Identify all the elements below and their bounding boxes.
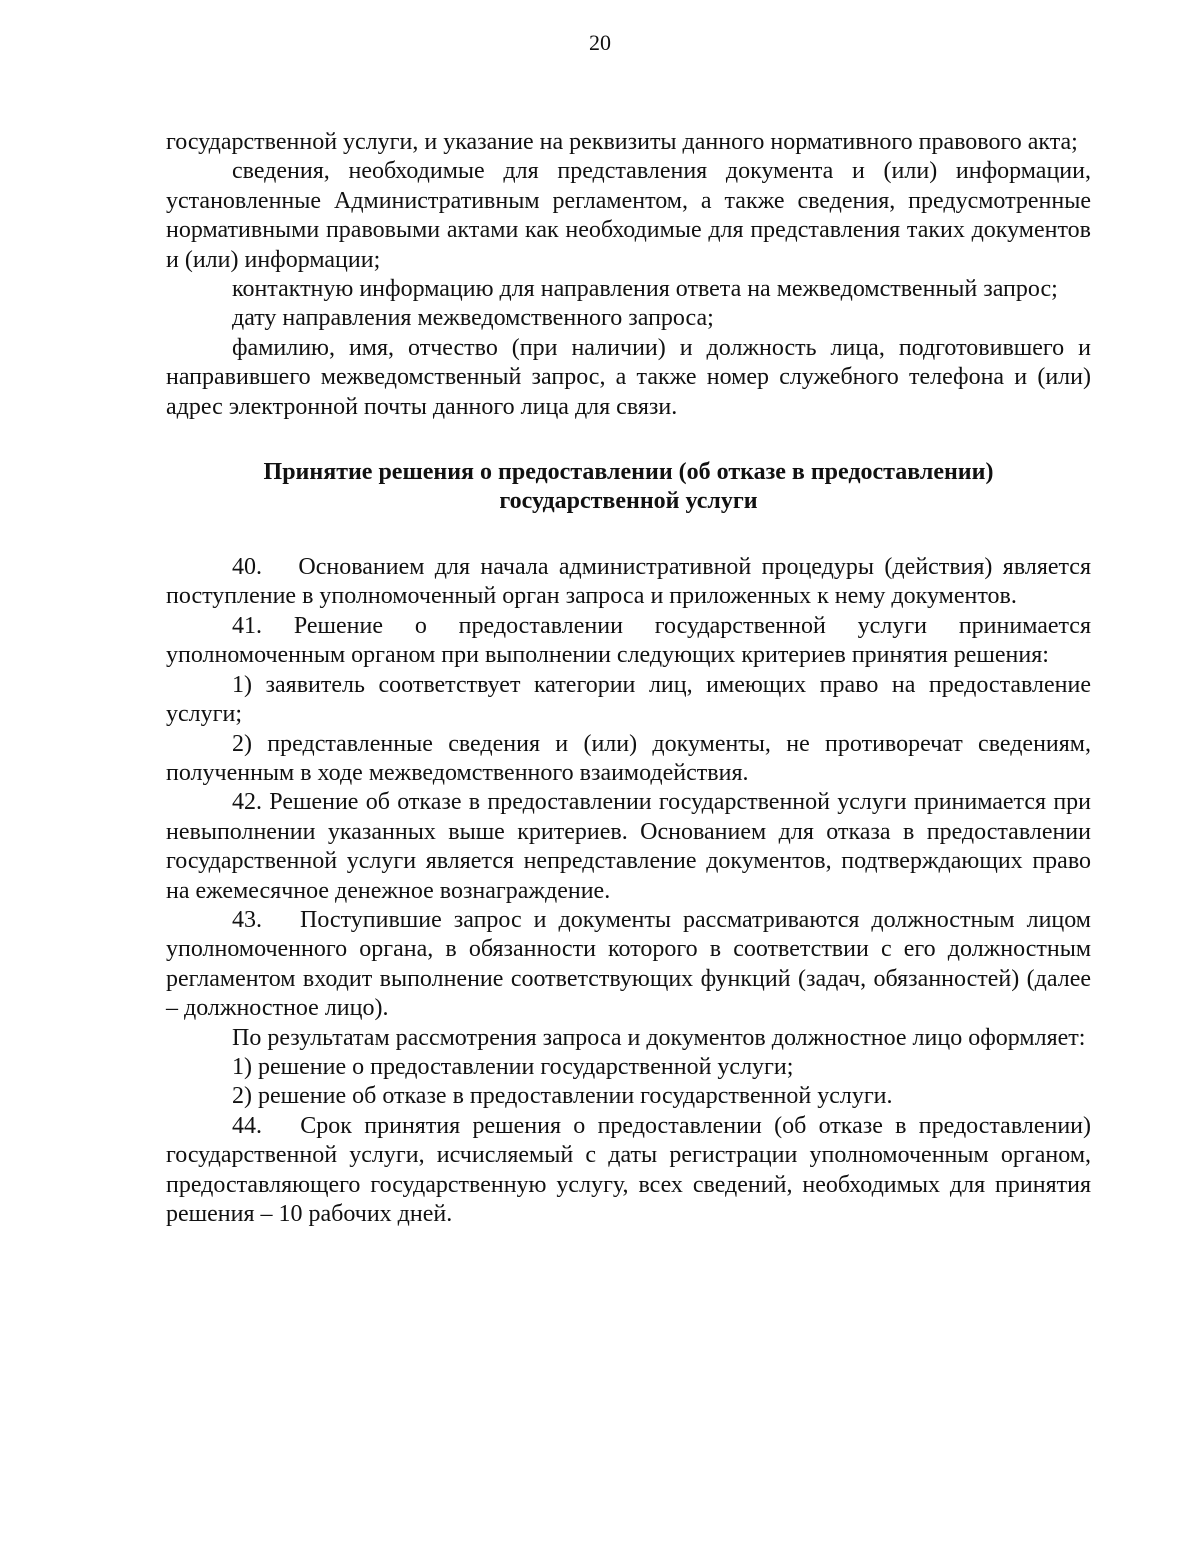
clause-number: 41. xyxy=(232,612,262,639)
clause-42 xyxy=(166,788,1091,906)
paragraph-continuation: государственной услуги, и указание на реквизиты данного нормативного правового акта; xyxy=(166,129,1078,155)
clause-number: 42. xyxy=(232,789,262,816)
clause-text: Основанием для начала административной процедуры (действия) является поступление в уполномоченный орган запроса и приложенных к нему документов. xyxy=(166,554,1092,610)
paragraph-official-details: фамилию, имя, отчество (при наличии) и должность лица, подготовившего и направившего межведомственный запрос, а также номер служебного телефона и (или) адрес электронной почты данного лица для связи. xyxy=(166,334,1091,420)
result-option-1: 1) решение о предоставлении государственной услуги; xyxy=(232,1053,794,1080)
clause-number: 40. xyxy=(232,554,262,581)
clause-43 xyxy=(166,906,1091,1024)
paragraph-request-date: дату направления межведомственного запроса; xyxy=(232,305,714,332)
section-heading-line-2: государственной услуги xyxy=(499,488,758,515)
clause-text: Срок принятия решения о предоставлении (об отказе в предоставлении) государственной услуги, исчисляемый с даты регистрации уполномоченным органом, предоставляющего государственную услугу, всех сведений, необходимых для принятия решения – 10 рабочих дней. xyxy=(166,1112,1092,1227)
paragraph-contact-info: контактную информацию для направления ответа на межведомственный запрос; xyxy=(232,276,1058,303)
clause-number: 44. xyxy=(232,1112,262,1139)
criterion-2: 2) представленные сведения и (или) документы, не противоречат сведениям, полученным в ходе межведомственного взаимодействия. xyxy=(166,730,1091,786)
clause-number: 43. xyxy=(232,906,262,933)
clause-40 xyxy=(166,553,1091,612)
clause-text: Поступившие запрос и документы рассматриваются должностным лицом уполномоченного органа, в обязанности которого в соответствии с его должностным регламентом входит выполнение соответствующих функций (задач, обязанностей) (далее – должностное лицо). xyxy=(166,906,1091,1022)
paragraph-results: По результатам рассмотрения запроса и документов должностное лицо оформляет: xyxy=(232,1024,1086,1051)
clause-text: Решение об отказе в предоставлении государственной услуги принимается при невыполнении указанных выше критериев. Основанием для отказа в предоставлении государственной услуги является непредставление документов, подтверждающих право на ежемесячное денежное вознаграждение. xyxy=(166,789,1092,904)
result-option-2: 2) решение об отказе в предоставлении государственной услуги. xyxy=(232,1083,893,1110)
document-body xyxy=(166,128,1091,1229)
page-number: 20 xyxy=(589,30,611,55)
clause-text: Решение о предоставлении государственной услуги принимается уполномоченным органом при выполнении следующих критериев принятия решения: xyxy=(166,612,1091,669)
clause-44 xyxy=(166,1112,1091,1230)
clause-41 xyxy=(166,612,1091,671)
paragraph-info-required: сведения, необходимые для представления документа и (или) информации, установленные Административным регламентом, а также сведения, предусмотренные нормативными правовыми актами как необходимые для представления таких документов и (или) информации; xyxy=(166,158,1091,273)
section-heading xyxy=(166,458,1091,516)
criterion-1: 1) заявитель соответствует категории лиц, имеющих право на предоставление услуги; xyxy=(166,671,1091,728)
section-heading-line-1: Принятие решения о предоставлении (об отказе в предоставлении) xyxy=(263,459,994,486)
